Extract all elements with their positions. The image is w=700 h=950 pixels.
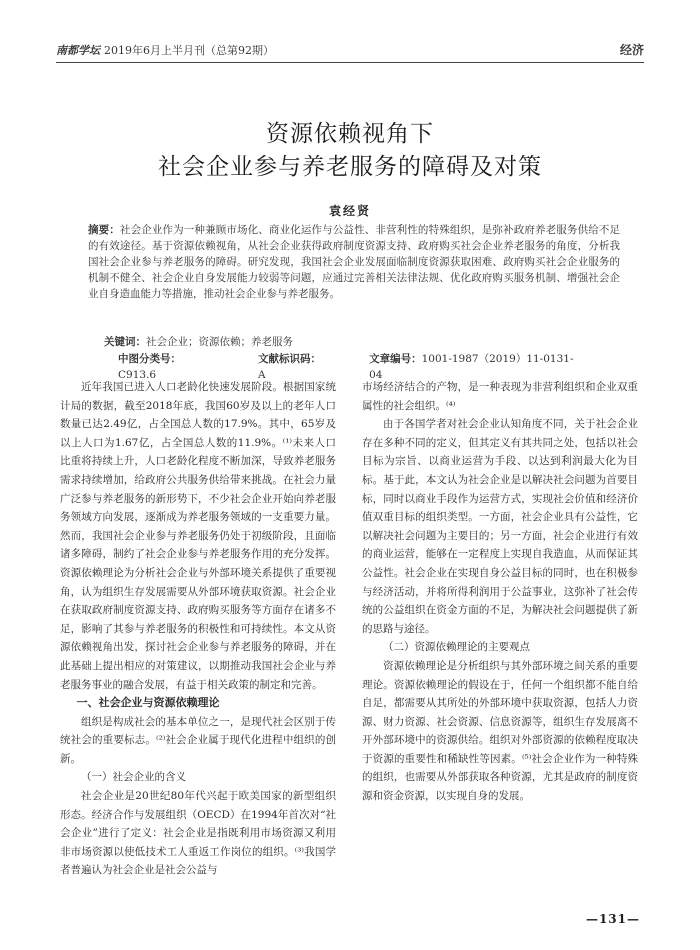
doc-label: 文献标识码： — [258, 353, 322, 365]
title-line-2: 社会企业参与养老服务的障碍及对策 — [158, 154, 542, 180]
keywords — [104, 334, 620, 350]
paragraph: 近年我国已进入人口老龄化快速发展阶段。根据国家统计局的数据，截至2018年底，我国60岁及以上的老年人口数量已达2.49亿，占全国总人数的17.9%。其中，65岁及以上人口为1.67亿，占全国总人数的11.9%。⁽¹⁾未来人口比重将持续上升，人口老龄化程度不断加深，导致养老服务需求持续增加，给政府公共服务供给带来挑战。在社会力量广泛参与养老服务的新形势下，不少社会企业开始向养老服务领域方向发展，逐渐成为养老服务领域的一支重要力量。然而，我国社会企业参与养老服务仍处于初级阶段，且面临诸多障碍，制约了社会企业参与养老服务作用的充分发挥。资源依赖理论为分析社会企业与外部环境关系提供了重要视角，认为组织生存发展需要从外部环境获取资源。社会企业在获取政府制度资源支持、政府购买服务等方面存在诸多不足，影响了其参与养老服务的积极性和可持续性。本文从资源依赖视角出发，探讨社会企业参与养老服务的障碍，并在此基础上提出相应的对策建议，以期推动我国社会企业与养老服务事业的融合发展，有益于相关政策的制定和完善。 — [60, 381, 336, 691]
subsection-heading: （二）资源依赖理论的主要观点 — [383, 641, 530, 654]
page-number: —131— — [585, 912, 640, 926]
header-rule — [56, 62, 644, 63]
abstract-text: 社会企业作为一种兼顾市场化、商业化运作与公益性、非营利性的特殊组织，是弥补政府养老服务供给不足的有效途径。基于资源依赖视角，从社会企业获得政府制度资源支持、政府购买社会企业养老服务的角度，分析我国社会企业参与养老服务的障碍。研究发现，我国社会企业发展面临制度资源获取困难、政府购买社会企业服务的机制不健全、社会企业自身发展能力较弱等问题，应通过完善相关法律法规、优化政府购买服务机制、增强社会企业自身造血能力等措施，推动社会企业参与养老服务。 — [88, 224, 621, 300]
doc-value: A — [258, 369, 266, 381]
title-line-1: 资源依赖视角下 — [266, 121, 434, 147]
author-name: 袁经贤 — [328, 204, 371, 218]
journal-name: 南都学坛 — [56, 44, 100, 57]
clc-label: 中图分类号： — [118, 353, 181, 365]
issue-info: 2019年6月上半月刊（总第92期） — [104, 44, 274, 57]
paragraph: 市场经济结合的产物，是一种表现为非营利组织和企业双重属性的社会组织。⁽⁴⁾ — [362, 381, 638, 412]
journal-info — [56, 42, 274, 58]
abstract-label: 摘要： — [88, 224, 120, 236]
article-value: 1001-1987（2019）11-0131-04 — [369, 353, 574, 381]
keywords-text: 社会企业；资源依赖；养老服务 — [146, 336, 293, 348]
body-column-left — [60, 378, 336, 880]
body-column-right — [362, 378, 638, 806]
clc-value: C913.6 — [118, 369, 157, 381]
keywords-label: 关键词： — [104, 336, 146, 348]
paragraph: 组织是构成社会的基本单位之一，是现代社会区别于传统社会的重要标志。⁽²⁾社会企业属于现代化进程中组织的创新。 — [60, 715, 336, 765]
article-title — [56, 118, 644, 184]
abstract — [88, 222, 620, 302]
section-label: 经济 — [619, 43, 644, 57]
article-label: 文章编号： — [369, 353, 422, 365]
running-head — [56, 36, 644, 58]
paragraph: 社会企业是20世纪80年代兴起于欧美国家的新型组织形态。经济合作与发展组织（OECD）在1994年首次对“社会企业”进行了定义：社会企业是指既利用市场资源又利用非市场资源以使低技术工人重返工作岗位的组织。⁽³⁾我国学者普遍认为社会企业是社会公益与 — [60, 790, 336, 877]
paragraph: 由于各国学者对社会企业认知角度不同，关于社会企业存在多种不同的定义，但其定义有其共同之处，包括以社会目标为宗旨、以商业运营为手段、以达到利润最大化为目标。基于此，本文认为社会企业是以解决社会问题为首要目标，同时以商业手段作为运营方式，实现社会价值和经济价值双重目标的组织类型。一方面，社会企业具有公益性，它以解决社会问题为主要目的；另一方面，社会企业进行有效的商业运营，能够在一定程度上实现自我造血，从而保证其公益性。社会企业在实现自身公益目标的同时，也在积极参与经济活动，并将所得利润用于公益事业，这弥补了社会传统的公益组织在资金方面的不足，为解决社会问题提供了新的思路与途径。 — [362, 418, 638, 635]
section-heading: 一、社会企业与资源依赖理论 — [76, 696, 220, 710]
subsection-heading: （一）社会企业的含义 — [81, 771, 186, 784]
paragraph: 资源依赖理论是分析组织与其外部环境之间关系的重要理论。资源依赖理论的假设在于，任何一个组织都不能自给自足，都需要从其所处的外部环境中获取资源，包括人力资源、财力资源、社会资源、信息资源等，组织生存发展离不开外部环境中的资源供给。组织对外部资源的依赖程度取决于资源的重要性和稀缺性等因素。⁽⁵⁾社会企业作为一种特殊的组织，也需要从外部获取各种资源，尤其是政府的制度资源和资金资源，以实现自身的发展。 — [362, 659, 638, 803]
